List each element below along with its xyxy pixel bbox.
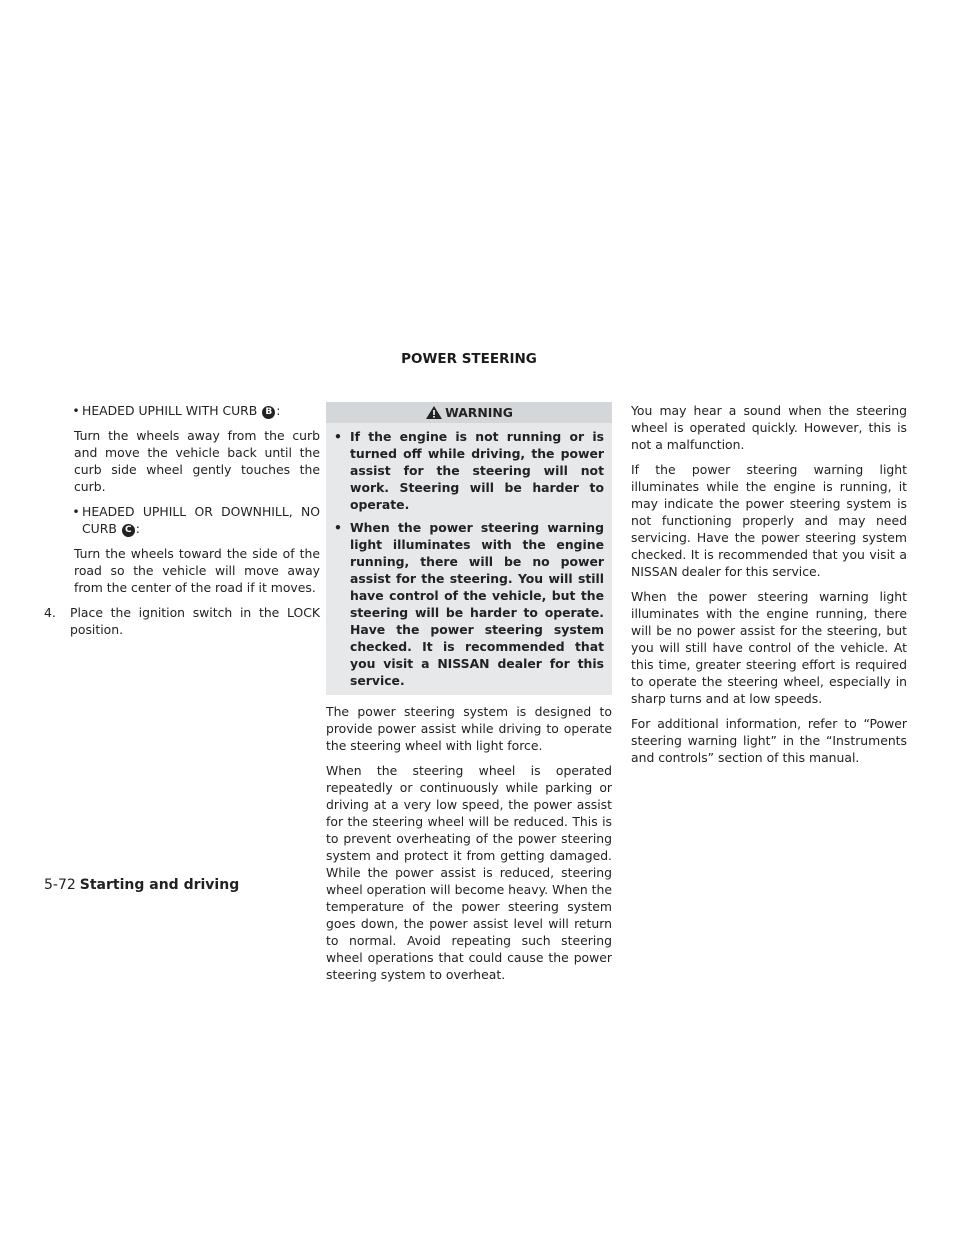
callout-b-icon: B: [262, 406, 275, 419]
warning-title: WARNING: [445, 405, 513, 420]
paragraph: When the steering wheel is operated repeatedly or continuously while parking or driving at a very low speed, the power assist for the steering wheel will be reduced. This is to prevent overheating of the power steering system and protect it from getting damaged. While the power assist is reduced, steering wheel operation will become heavy. When the temperature of the power steering system goes down, the power assist level will return to normal. Avoid repeating such steering wheel operations that could cause the power steering system to overheat.: [326, 763, 612, 982]
warning-box: [326, 423, 612, 695]
callout-c-icon: C: [122, 524, 135, 537]
numbered-step: [44, 604, 320, 638]
step-text: Place the ignition switch in the LOCK position.: [70, 605, 320, 637]
paragraph: You may hear a sound when the steering wheel is operated quickly. However, this is not a malfunction.: [631, 403, 907, 452]
chapter-title: Starting and driving: [79, 877, 240, 893]
column-left: [44, 402, 320, 646]
page-number: 5-72: [44, 877, 76, 893]
bullet-item-no-curb: • HEADED UPHILL OR DOWNHILL, NO CURB C :: [44, 503, 320, 537]
bullet-text: Turn the wheels toward the side of the road so the vehicle will move away from the center of the road if it moves.: [74, 546, 320, 595]
column-middle: [326, 402, 612, 991]
section-title: POWER STEERING: [401, 351, 537, 367]
bullet-dot: •: [334, 429, 342, 444]
bullet-item-uphill-curb: • HEADED UPHILL WITH CURB B :: [44, 402, 320, 419]
bullet-label: HEADED UPHILL WITH CURB: [82, 403, 258, 418]
paragraph: If the power steering warning light illuminates while the engine is running, it may indicate the power steering system is not functioning properly and may need servicing. Have the power steering system checked. It is recommended that you visit a NISSAN dealer for this service.: [631, 462, 907, 579]
paragraph: For additional information, refer to “Power steering warning light” in the “Instruments and controls” section of this manual.: [631, 716, 907, 765]
bullet-dot: •: [334, 520, 342, 535]
bullet-dot: •: [72, 504, 80, 519]
warning-item: • If the engine is not running or is turned off while driving, the power assist for the steering will not work. Steering will be harder to operate.: [334, 429, 604, 512]
column-right: [631, 402, 907, 774]
warning-triangle-icon: [425, 405, 443, 420]
page-footer: [44, 877, 239, 893]
bullet-dot: •: [72, 403, 80, 418]
bullet-label: HEADED UPHILL OR DOWNHILL, NO CURB: [82, 504, 320, 536]
paragraph: The power steering system is designed to provide power assist while driving to operate the steering wheel with light force.: [326, 704, 612, 753]
warning-item: • When the power steering warning light illuminates with the engine running, there will be no power assist for the steering. You will still have control of the vehicle, but the steering will be harder to operate. Have the power steering system checked. It is recommended that you visit a NISSAN dealer for this service.: [334, 520, 604, 688]
paragraph: When the power steering warning light illuminates with the engine running, there will be no power assist for the steering, but you will still have control of the vehicle. At this time, greater steering effort is required to operate the steering wheel, especially in sharp turns and at low speeds.: [631, 589, 907, 706]
bullet-text: Turn the wheels away from the curb and move the vehicle back until the curb side wheel gently touches the curb.: [74, 428, 320, 494]
step-number: 4.: [44, 605, 56, 620]
warning-header: [326, 402, 612, 423]
